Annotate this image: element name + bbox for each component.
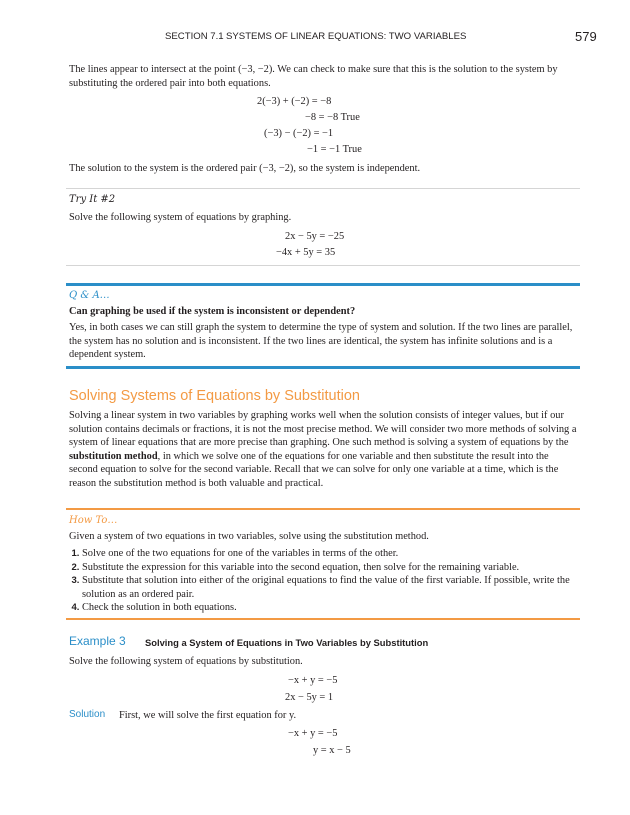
- howto-top-rule: [66, 508, 580, 510]
- howto-bottom-rule: [66, 618, 580, 620]
- section-number: SECTION 7.1: [165, 31, 224, 42]
- check-equation: 2(−3) + (−2) = −8: [257, 96, 332, 107]
- howto-intro: Given a system of two equations in two variables, solve using the substitution method.: [69, 531, 429, 542]
- example-equation: 2x − 5y = 1: [285, 692, 334, 703]
- example-equation: −x + y = −5: [288, 675, 338, 686]
- section-paragraph: Solving a linear system in two variables by graphing works well when the solution consists of integer values, but if our solution contains decimals or fractions, it is not the most precise method. We will consider two more methods of solving a system of linear equations that are more precise than graphing. One such method is solving a system of equations by the substitution method, in which we solve one of the equations for one variable and then substitute the result into the second equation to solve for the second variable. Recall that we can solve for only one variable at a time, which is the reason the substitution method is both valuable and practical.: [69, 410, 577, 489]
- qa-answer: Yes, in both cases we can still graph the system to determine the type of system and solution. If the two lines are parallel, the system has no solution and is inconsistent. If the two lines are identical, the system has infinite solutions and is a dependent system.: [69, 322, 573, 361]
- solution-text: First, we will solve the first equation for y.: [119, 710, 297, 721]
- example-label: Example 3: [69, 634, 126, 648]
- howto-step: 2. Substitute the expression for this variable into the second equation, then solve for the remaining variable.: [82, 561, 580, 575]
- example-number: 3: [119, 634, 126, 648]
- solution-step: −x + y = −5: [288, 728, 338, 739]
- solution-label: Solution: [69, 709, 106, 720]
- try-it-top-rule: [66, 188, 580, 189]
- howto-step: 3. Substitute that solution into either of the original equations to find the value of the first variable. If possible, write the solution as an ordered pair.: [82, 574, 580, 601]
- key-term: substitution method: [69, 450, 158, 462]
- qa-label: Q & A…: [69, 290, 110, 301]
- check-equation: −8 = −8 True: [305, 112, 360, 123]
- howto-step: 4. Check the solution in both equations.: [82, 601, 580, 615]
- solution-step: y = x − 5: [313, 745, 351, 756]
- try-it-equation: 2x − 5y = −25: [285, 231, 345, 242]
- howto-label: How To…: [69, 515, 118, 526]
- check-equation: −1 = −1 True: [307, 144, 362, 155]
- intro-conclusion: The solution to the system is the ordered pair (−3, −2), so the system is independent.: [69, 163, 421, 174]
- try-it-bottom-rule: [66, 265, 580, 266]
- try-it-label: Try It #2: [69, 194, 116, 205]
- example-prompt: Solve the following system of equations by substitution.: [69, 656, 303, 667]
- section-heading: Solving Systems of Equations by Substitution: [69, 388, 360, 404]
- try-it-prompt: Solve the following system of equations by graphing.: [69, 212, 292, 223]
- qa-question: Can graphing be used if the system is inconsistent or dependent?: [69, 306, 356, 317]
- section-title: SYSTEMS OF LINEAR EQUATIONS: TWO VARIABLES: [226, 31, 467, 42]
- qa-top-rule: [66, 283, 580, 286]
- check-equation: (−3) − (−2) = −1: [264, 128, 334, 139]
- example-title: Solving a System of Equations in Two Variables by Substitution: [145, 637, 429, 648]
- howto-step: 1. Solve one of the two equations for one of the variables in terms of the other.: [82, 547, 580, 561]
- intro-paragraph: The lines appear to intersect at the point (−3, −2). We can check to make sure that this is the solution to the system by substituting the ordered pair into both equations.: [69, 64, 558, 89]
- page-number: 579: [575, 29, 597, 44]
- try-it-equation: −4x + 5y = 35: [276, 247, 336, 258]
- running-header: [0, 29, 630, 45]
- qa-bottom-rule: [66, 366, 580, 369]
- howto-steps: [70, 547, 580, 615]
